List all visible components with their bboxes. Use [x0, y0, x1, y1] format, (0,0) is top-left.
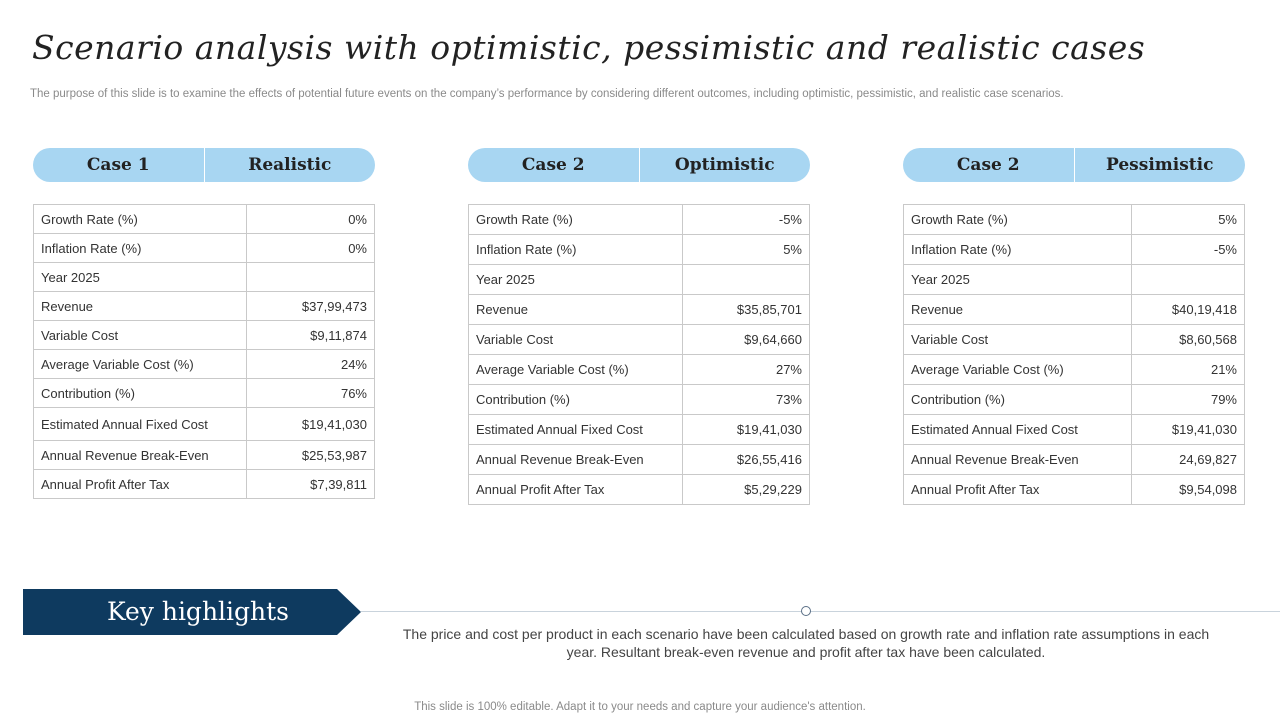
- row-label: Annual Profit After Tax: [904, 475, 1132, 505]
- table-row: [904, 475, 1245, 505]
- row-value: $25,53,987: [247, 441, 375, 470]
- table-row: [904, 295, 1245, 325]
- row-label: Year 2025: [904, 265, 1132, 295]
- key-highlights-banner: [23, 589, 361, 635]
- row-value: $19,41,030: [1132, 415, 1245, 445]
- table-row: [469, 385, 810, 415]
- divider-dot: [801, 606, 811, 616]
- table-row: [34, 350, 375, 379]
- row-value: $9,64,660: [683, 325, 810, 355]
- case-label: Case 2: [521, 155, 585, 175]
- row-value: 24%: [247, 350, 375, 379]
- row-label: Growth Rate (%): [904, 205, 1132, 235]
- row-label: Contribution (%): [34, 379, 247, 408]
- table-row: [904, 235, 1245, 265]
- row-label: Estimated Annual Fixed Cost: [469, 415, 683, 445]
- table-row: [34, 321, 375, 350]
- row-value: $40,19,418: [1132, 295, 1245, 325]
- table-row: [469, 445, 810, 475]
- case-header: [903, 148, 1245, 182]
- row-label: Average Variable Cost (%): [904, 355, 1132, 385]
- row-value: -5%: [683, 205, 810, 235]
- table-row: [469, 475, 810, 505]
- table-row: [34, 470, 375, 499]
- table-row: [904, 265, 1245, 295]
- row-value: [247, 263, 375, 292]
- row-label: Year 2025: [469, 265, 683, 295]
- row-label: Inflation Rate (%): [904, 235, 1132, 265]
- case-table: [903, 204, 1245, 505]
- table-row: [34, 441, 375, 470]
- case-card-pessimistic: [903, 148, 1245, 497]
- row-label: Average Variable Cost (%): [34, 350, 247, 379]
- row-value: 21%: [1132, 355, 1245, 385]
- row-value: 73%: [683, 385, 810, 415]
- row-value: $9,54,098: [1132, 475, 1245, 505]
- row-value: $5,29,229: [683, 475, 810, 505]
- table-row: [34, 263, 375, 292]
- case-scenario: Realistic: [248, 155, 332, 175]
- table-row: [469, 355, 810, 385]
- table-row: [469, 265, 810, 295]
- row-label: Variable Cost: [469, 325, 683, 355]
- table-row: [469, 295, 810, 325]
- row-value: $19,41,030: [247, 408, 375, 441]
- case-header: [468, 148, 810, 182]
- table-row: [904, 445, 1245, 475]
- row-value: 5%: [683, 235, 810, 265]
- row-value: $37,99,473: [247, 292, 375, 321]
- table-row: [34, 292, 375, 321]
- row-label: Revenue: [469, 295, 683, 325]
- row-value: 0%: [247, 205, 375, 234]
- slide-subtitle: The purpose of this slide is to examine the effects of potential future events on the company’s performance by considering different outcomes, including optimistic, pessimistic, and realistic case scenarios.: [30, 88, 1064, 100]
- row-value: [1132, 265, 1245, 295]
- table-row: [34, 205, 375, 234]
- row-value: $26,55,416: [683, 445, 810, 475]
- case-scenario: Pessimistic: [1106, 155, 1214, 175]
- row-value: 24,69,827: [1132, 445, 1245, 475]
- row-label: Variable Cost: [34, 321, 247, 350]
- row-label: Revenue: [34, 292, 247, 321]
- table-row: [469, 415, 810, 445]
- footer-text: This slide is 100% editable. Adapt it to your needs and capture your audience's attention.: [414, 701, 866, 713]
- key-highlights-heading: Key highlights: [106, 597, 290, 626]
- row-value: [683, 265, 810, 295]
- row-label: Average Variable Cost (%): [469, 355, 683, 385]
- case-table: [468, 204, 810, 505]
- table-row: [469, 205, 810, 235]
- case-label: Case 1: [86, 155, 150, 175]
- row-label: Growth Rate (%): [34, 205, 247, 234]
- slide-title: Scenario analysis with optimistic, pessimistic and realistic cases: [32, 28, 1146, 67]
- row-label: Inflation Rate (%): [469, 235, 683, 265]
- case-table: [33, 204, 375, 499]
- row-label: Inflation Rate (%): [34, 234, 247, 263]
- row-value: -5%: [1132, 235, 1245, 265]
- row-label: Contribution (%): [469, 385, 683, 415]
- row-value: $35,85,701: [683, 295, 810, 325]
- row-value: $8,60,568: [1132, 325, 1245, 355]
- table-row: [469, 235, 810, 265]
- row-value: $9,11,874: [247, 321, 375, 350]
- row-label: Annual Revenue Break-Even: [469, 445, 683, 475]
- row-label: Revenue: [904, 295, 1132, 325]
- case-card-realistic: [33, 148, 375, 492]
- key-highlights-text: The price and cost per product in each scenario have been calculated based on growth rate and inflation rate assumptions in each year. Resultant break-even revenue and profit after tax have been calculated.: [402, 626, 1210, 660]
- row-label: Annual Profit After Tax: [469, 475, 683, 505]
- footer-note: [0, 701, 1280, 713]
- table-row: [904, 205, 1245, 235]
- row-value: $19,41,030: [683, 415, 810, 445]
- table-row: [34, 379, 375, 408]
- row-value: 5%: [1132, 205, 1245, 235]
- table-row: [904, 355, 1245, 385]
- case-label: Case 2: [956, 155, 1020, 175]
- table-row: [904, 385, 1245, 415]
- table-row: [904, 325, 1245, 355]
- divider-line: [361, 611, 1280, 612]
- table-row: [904, 415, 1245, 445]
- table-row: [469, 325, 810, 355]
- case-card-optimistic: [468, 148, 810, 497]
- row-label: Annual Profit After Tax: [34, 470, 247, 499]
- row-value: 27%: [683, 355, 810, 385]
- row-value: $7,39,811: [247, 470, 375, 499]
- table-row: [34, 234, 375, 263]
- row-label: Annual Revenue Break-Even: [34, 441, 247, 470]
- row-value: 76%: [247, 379, 375, 408]
- row-label: Growth Rate (%): [469, 205, 683, 235]
- row-label: Annual Revenue Break-Even: [904, 445, 1132, 475]
- row-label: Estimated Annual Fixed Cost: [904, 415, 1132, 445]
- row-value: 0%: [247, 234, 375, 263]
- case-header: [33, 148, 375, 182]
- case-scenario: Optimistic: [674, 155, 775, 175]
- row-label: Year 2025: [34, 263, 247, 292]
- table-row: [34, 408, 375, 441]
- row-label: Variable Cost: [904, 325, 1132, 355]
- row-label: Contribution (%): [904, 385, 1132, 415]
- row-label: Estimated Annual Fixed Cost: [34, 408, 247, 441]
- row-value: 79%: [1132, 385, 1245, 415]
